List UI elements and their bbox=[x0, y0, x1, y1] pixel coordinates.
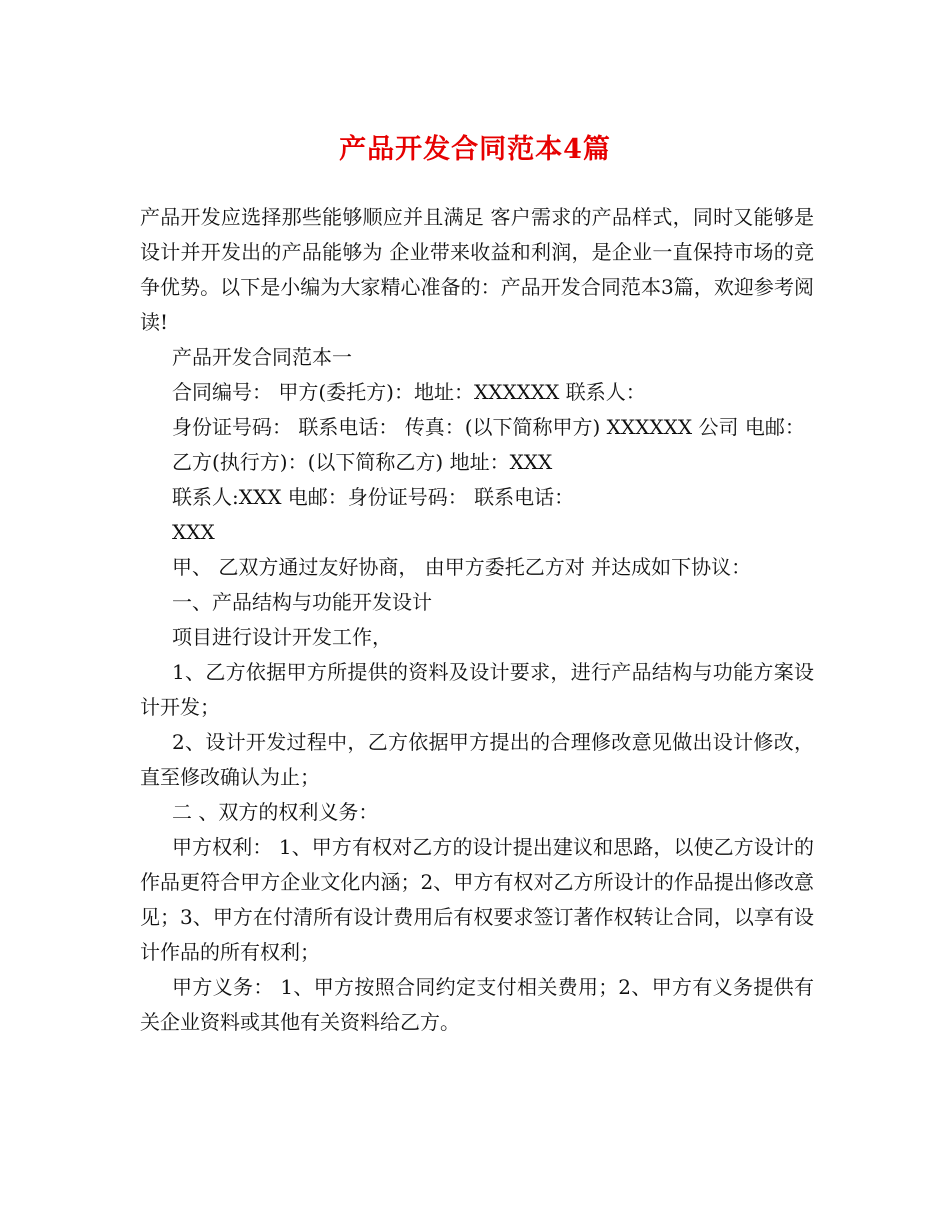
paragraph-section-two-heading: 二 、双方的权利义务： bbox=[172, 800, 379, 824]
paragraph-party-b-contact: 联系人:XXX 电邮：身份证号码： 联系电话： bbox=[172, 485, 575, 509]
paragraph-clause-2: 2、设计开发过程中，乙方依据甲方提出的合理修改意见做出设计修改，直至修改确认为止； bbox=[140, 730, 814, 789]
document-body bbox=[140, 200, 814, 1040]
paragraph-section-one-heading: 一、产品结构与功能开发设计 bbox=[172, 590, 432, 614]
paragraph-contract-heading: 产品开发合同范本一 bbox=[172, 345, 352, 369]
paragraph-contract-number: 合同编号： 甲方(委托方)：地址：XXXXXX 联系人： bbox=[172, 380, 646, 404]
paragraph-clause-1: 1、乙方依据甲方所提供的资料及设计要求，进行产品结构与功能方案设计开发； bbox=[140, 660, 814, 719]
paragraph-party-b-phone: XXX bbox=[172, 520, 215, 544]
paragraph-intro: 产品开发应选择那些能够顺应并且满足 客户需求的产品样式，同时又能够是设计并开发出的产品能够为 企业带来收益和利润，是企业一直保持市场的竞争优势。以下是小编为大家精心准备的：产品开发合同范本3篇，欢迎参考阅读! bbox=[140, 205, 814, 334]
document-title: 产品开发合同范本4篇 bbox=[339, 134, 611, 165]
paragraph-agreement: 甲、 乙双方通过友好协商， 由甲方委托乙方对 并达成如下协议： bbox=[172, 555, 752, 579]
paragraph-party-a-contact: 身份证号码： 联系电话： 传真：(以下简称甲方) XXXXXX 公司 电邮： bbox=[172, 415, 805, 439]
paragraph-party-a-rights: 甲方权利： 1、甲方有权对乙方的设计提出建议和思路，以使乙方设计的作品更符合甲方企业文化内涵；2、甲方有权对乙方所设计的作品提出修改意见；3、甲方在付清所有设计费用后有权要求签订著作权转让合同，以享有设计作品的所有权利； bbox=[140, 835, 814, 964]
paragraph-party-a-obligations: 甲方义务： 1、甲方按照合同约定支付相关费用；2、甲方有义务提供有关企业资料或其他有关资料给乙方。 bbox=[140, 975, 814, 1034]
paragraph-party-b: 乙方(执行方)：(以下简称乙方) 地址：XXX bbox=[172, 450, 553, 474]
paragraph-project-work: 项目进行设计开发工作， bbox=[172, 625, 392, 649]
